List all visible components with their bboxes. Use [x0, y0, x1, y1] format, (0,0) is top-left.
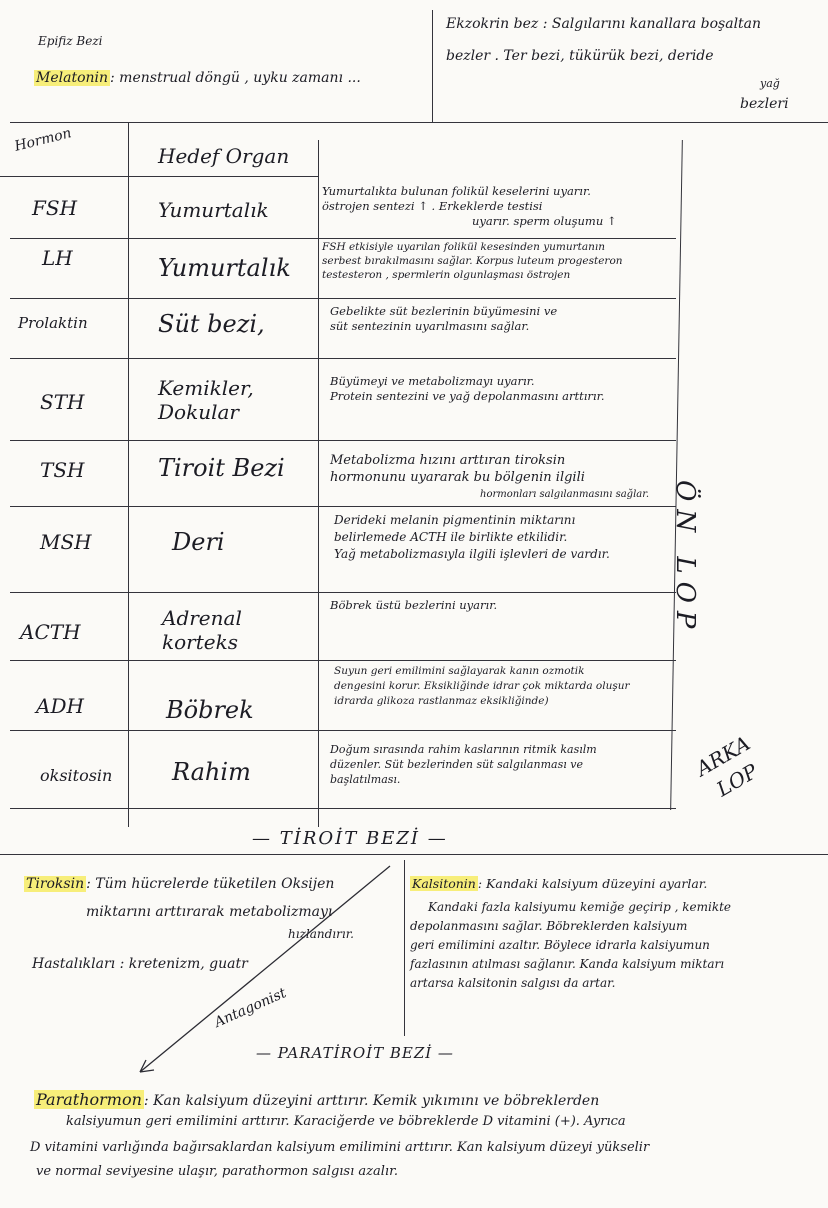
tiroksin-line-2: miktarını arttırarak metabolizmayı	[86, 904, 333, 920]
hormone-msh: MSH	[40, 530, 92, 554]
hormone-acth: ACTH	[20, 620, 81, 644]
desc-line: FSH etkisiyle uyarılan folikül kesesinden yumurtanın	[322, 241, 606, 253]
desc-line: hormonunu uyararak bu bölgenin ilgili	[330, 470, 585, 485]
desc-line: belirlemede ACTH ile birlikte etkilidir.	[334, 530, 568, 544]
ekzokrin-line-4: bezleri	[740, 96, 789, 112]
desc-line: süt sentezinin uyarılmasını sağlar.	[330, 319, 530, 333]
desc-line: idrarda glikoza rastlanmaz eksikliğinde)	[334, 695, 549, 707]
arka-lop-label: ARKA LOP	[691, 730, 762, 802]
kalsitonin-line: depolanmasını sağlar. Böbreklerden kalsiyum	[410, 919, 688, 933]
desc-line: hormonları salgılanmasını sağlar.	[480, 489, 650, 500]
parathormon-line-1	[34, 1090, 599, 1109]
on-lop-label: ÖN LOP	[670, 480, 700, 637]
tiroit-title: — TİROİT BEZİ —	[252, 828, 448, 849]
paratiroit-title: — PARATİROİT BEZİ —	[256, 1044, 454, 1062]
organ-adh: Böbrek	[166, 696, 254, 724]
hormone-fsh: FSH	[32, 196, 78, 220]
desc-line: uyarır. sperm oluşumu ↑	[472, 214, 617, 228]
ekzokrin-line-1: Ekzokrin bez : Salgılarını kanallara boşaltan	[446, 16, 762, 32]
desc-line: testesteron , spermlerin olgunlaşması östrojen	[322, 269, 571, 281]
desc-line: Böbrek üstü bezlerini uyarır.	[330, 598, 498, 612]
kalsitonin-line: Kandaki fazla kalsiyumu kemiğe geçirip , kemikte	[428, 900, 732, 914]
hormone-tsh: TSH	[40, 458, 85, 482]
organ-msh: Deri	[172, 528, 225, 556]
melatonin-label: Melatonin	[36, 70, 109, 86]
hormone-sth: STH	[40, 390, 85, 414]
kalsitonin-line: artarsa kalsitonin salgısı da artar.	[410, 976, 616, 990]
desc-line: Metabolizma hızını arttıran tiroksin	[330, 453, 566, 468]
ekzokrin-line-2: bezler . Ter bezi, tükürük bezi, deride	[446, 48, 714, 64]
parathormon-line-2: kalsiyumun geri emilimini arttırır. Karaciğerde ve böbreklerde D vitamini (+). Ayrıca	[66, 1114, 626, 1129]
hormone-prolaktin: Prolaktin	[18, 314, 88, 332]
desc-line: Yağ metabolizmasıyla ilgili işlevleri de vardır.	[334, 547, 610, 561]
ekzokrin-line-3: yağ	[760, 77, 780, 90]
kalsitonin-line: fazlasının atılması sağlanır. Kanda kalsiyum miktarı	[410, 957, 725, 971]
desc-line: Doğum sırasında rahim kaslarının ritmik kasılm	[330, 743, 597, 756]
kalsitonin-body	[410, 898, 820, 993]
organ-oksitosin: Rahim	[172, 758, 251, 786]
organ-prolaktin: Süt bezi,	[158, 310, 265, 338]
parathormon-text: : Kan kalsiyum düzeyini arttırır. Kemik yıkımını ve böbreklerden	[143, 1093, 600, 1109]
desc-line: düzenler. Süt bezlerinden süt salgılanması ve	[330, 758, 583, 771]
desc-line: Protein sentezini ve yağ depolanmasını arttırır.	[330, 389, 605, 403]
parathormon-line-3: D vitamini varlığında bağırsaklardan kalsiyum emilimini arttırır. Kan kalsiyum düzeyi yükselir	[30, 1140, 650, 1155]
parathormon-line-4: ve normal seviyesine ulaşır, parathormon salgısı azalır.	[36, 1164, 398, 1179]
epifiz-title: Epifiz Bezi	[38, 34, 103, 48]
kalsitonin-line: geri emilimini azaltır. Böylece idrarla kalsiyumun	[410, 938, 710, 952]
desc-line: Suyun geri emilimini sağlayarak kanın ozmotik	[334, 665, 585, 677]
tiroksin-text: : Tüm hücrelerde tüketilen Oksijen	[86, 876, 335, 892]
tiroksin-line-3: hızlandırır.	[288, 927, 354, 941]
parathormon-label: Parathormon	[36, 1090, 142, 1109]
desc-line: serbest bırakılmasını sağlar. Korpus luteum progesteron	[322, 255, 623, 267]
desc-line: Derideki melanin pigmentinin miktarını	[334, 513, 576, 527]
hormone-lh: LH	[42, 246, 73, 270]
organ-fsh: Yumurtalık	[158, 198, 269, 222]
hormone-oksitosin: oksitosin	[40, 766, 113, 785]
col-header-hormon: Hormon	[12, 125, 74, 155]
desc-line: Yumurtalıkta bulunan folikül keselerini uyarır.	[322, 184, 591, 198]
organ-sth: Kemikler, Dokular	[158, 376, 254, 424]
organ-tsh: Tiroit Bezi	[158, 454, 285, 482]
antagonist-label: Antagonist	[212, 985, 289, 1031]
organ-acth: Adrenal korteks	[162, 606, 242, 654]
tiroksin-label: Tiroksin	[26, 876, 85, 892]
desc-line: Gebelikte süt bezlerinin büyümesini ve	[330, 304, 558, 318]
hastaliklar: Hastalıkları : kretenizm, guatr	[32, 956, 248, 972]
hormone-adh: ADH	[36, 694, 84, 718]
kalsitonin-label: Kalsitonin	[412, 876, 476, 891]
desc-line: dengesini korur. Eksikliğinde idrar çok miktarda oluşur	[334, 680, 630, 692]
col-header-hedef-organ: Hedef Organ	[158, 144, 290, 168]
melatonin-text: : menstrual döngü , uyku zamanı ...	[110, 70, 361, 86]
organ-lh: Yumurtalık	[158, 254, 291, 282]
kalsitonin-line-1	[410, 876, 707, 891]
desc-line: başlatılması.	[330, 773, 401, 786]
kalsitonin-text: : Kandaki kalsiyum düzeyini ayarlar.	[477, 876, 708, 891]
desc-line: Büyümeyi ve metabolizmayı uyarır.	[330, 374, 535, 388]
desc-line: östrojen sentezi ↑ . Erkeklerde testisi	[322, 199, 543, 213]
antagonist-arrow-line	[140, 866, 390, 1072]
